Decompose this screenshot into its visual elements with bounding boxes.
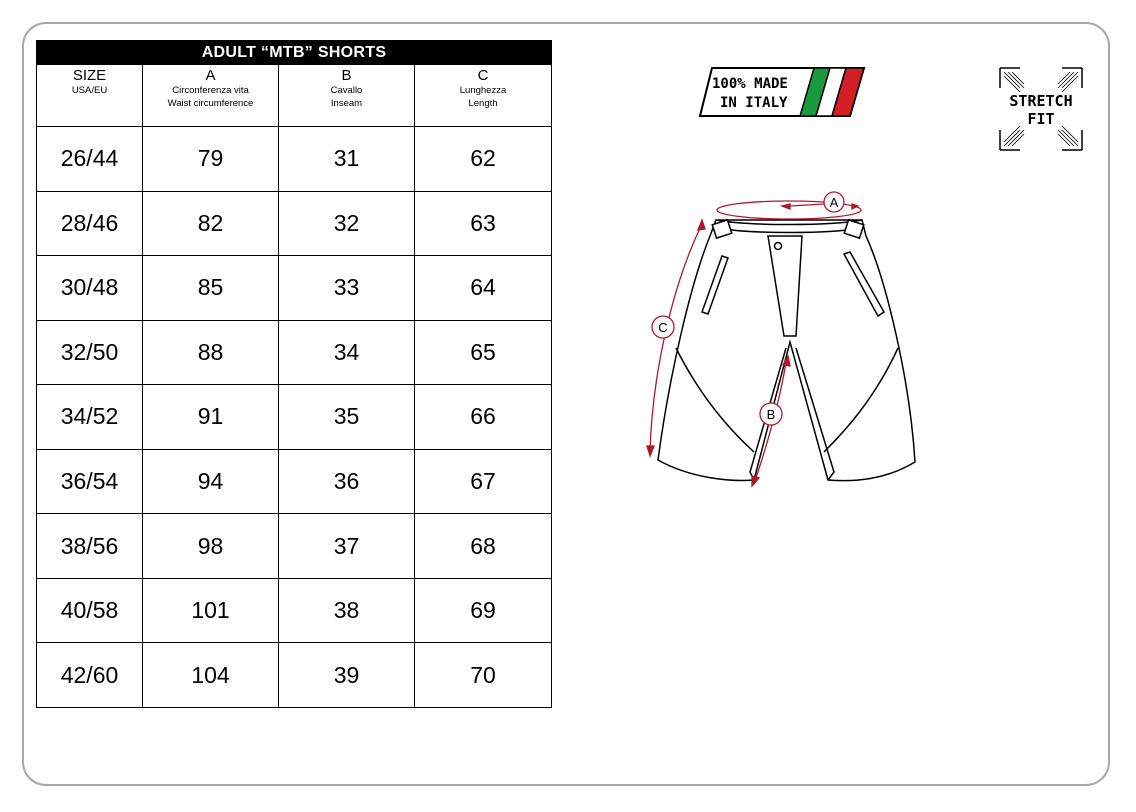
label-b-text: B xyxy=(766,407,776,422)
inseam-cell: 34 xyxy=(279,320,415,385)
length-cell: 64 xyxy=(415,256,552,321)
column-b-italian: Cavallo xyxy=(330,85,363,96)
size-cell: 34/52 xyxy=(37,385,143,450)
table-row xyxy=(37,449,552,514)
waist-cell: 79 xyxy=(143,127,279,192)
badge-line-1: 100% MADE xyxy=(712,76,788,92)
inseam-cell: 39 xyxy=(279,643,415,708)
label-a xyxy=(824,192,844,212)
column-b-english: Inseam xyxy=(330,98,363,109)
column-c-italian: Lunghezza xyxy=(459,85,507,96)
stretch-line-2: FIT xyxy=(1027,110,1055,128)
size-cell: 26/44 xyxy=(37,127,143,192)
inseam-cell: 35 xyxy=(279,385,415,450)
length-cell: 70 xyxy=(415,643,552,708)
label-c xyxy=(652,316,674,338)
length-cell: 62 xyxy=(415,127,552,192)
table-row xyxy=(37,643,552,708)
table-row xyxy=(37,320,552,385)
column-b-label: B xyxy=(341,67,352,84)
length-cell: 65 xyxy=(415,320,552,385)
inseam-cell: 38 xyxy=(279,578,415,643)
shorts-diagram xyxy=(630,180,930,500)
stretch-line-1: STRETCH xyxy=(1009,92,1073,110)
table-row xyxy=(37,127,552,192)
label-c-text: C xyxy=(658,320,668,335)
inseam-cell: 33 xyxy=(279,256,415,321)
table-row xyxy=(37,385,552,450)
column-c-english: Length xyxy=(468,98,498,109)
table-row xyxy=(37,578,552,643)
inseam-cell: 36 xyxy=(279,449,415,514)
table-row xyxy=(37,256,552,321)
length-cell: 69 xyxy=(415,578,552,643)
inseam-cell: 37 xyxy=(279,514,415,579)
badge-line-2: IN ITALY xyxy=(720,95,788,111)
column-header-c xyxy=(415,65,552,127)
made-in-italy-graphic xyxy=(698,66,868,118)
column-size-sub: USA/EU xyxy=(71,85,108,96)
table-row xyxy=(37,191,552,256)
column-a-italian: Circonferenza vita xyxy=(172,85,249,96)
table-title: ADULT “MTB” SHORTS xyxy=(37,41,552,65)
waist-cell: 88 xyxy=(143,320,279,385)
inseam-cell: 32 xyxy=(279,191,415,256)
made-in-italy-badge xyxy=(698,66,868,118)
length-cell: 68 xyxy=(415,514,552,579)
size-cell: 28/46 xyxy=(37,191,143,256)
size-cell: 36/54 xyxy=(37,449,143,514)
label-b xyxy=(760,403,782,425)
waist-cell: 85 xyxy=(143,256,279,321)
waist-cell: 101 xyxy=(143,578,279,643)
label-a-text: A xyxy=(829,195,839,210)
column-size-label: SIZE xyxy=(72,67,107,84)
waist-cell: 82 xyxy=(143,191,279,256)
waist-cell: 91 xyxy=(143,385,279,450)
length-cell: 66 xyxy=(415,385,552,450)
waist-cell: 98 xyxy=(143,514,279,579)
column-header-a xyxy=(143,65,279,127)
table-row xyxy=(37,514,552,579)
size-cell: 38/56 xyxy=(37,514,143,579)
size-chart-table xyxy=(36,40,552,708)
stretch-fit-icon xyxy=(998,66,1084,152)
stretch-fit-badge xyxy=(998,66,1084,152)
column-header-b xyxy=(279,65,415,127)
waist-cell: 94 xyxy=(143,449,279,514)
inseam-cell: 31 xyxy=(279,127,415,192)
column-a-label: A xyxy=(205,67,216,84)
shorts-outline xyxy=(658,220,915,481)
size-cell: 42/60 xyxy=(37,643,143,708)
waist-cell: 104 xyxy=(143,643,279,708)
column-c-label: C xyxy=(477,67,489,84)
size-cell: 32/50 xyxy=(37,320,143,385)
column-a-english: Waist circumference xyxy=(167,98,254,109)
length-cell: 67 xyxy=(415,449,552,514)
size-cell: 30/48 xyxy=(37,256,143,321)
size-cell: 40/58 xyxy=(37,578,143,643)
length-cell: 63 xyxy=(415,191,552,256)
column-header-size xyxy=(37,65,143,127)
shorts-illustration xyxy=(630,180,930,500)
